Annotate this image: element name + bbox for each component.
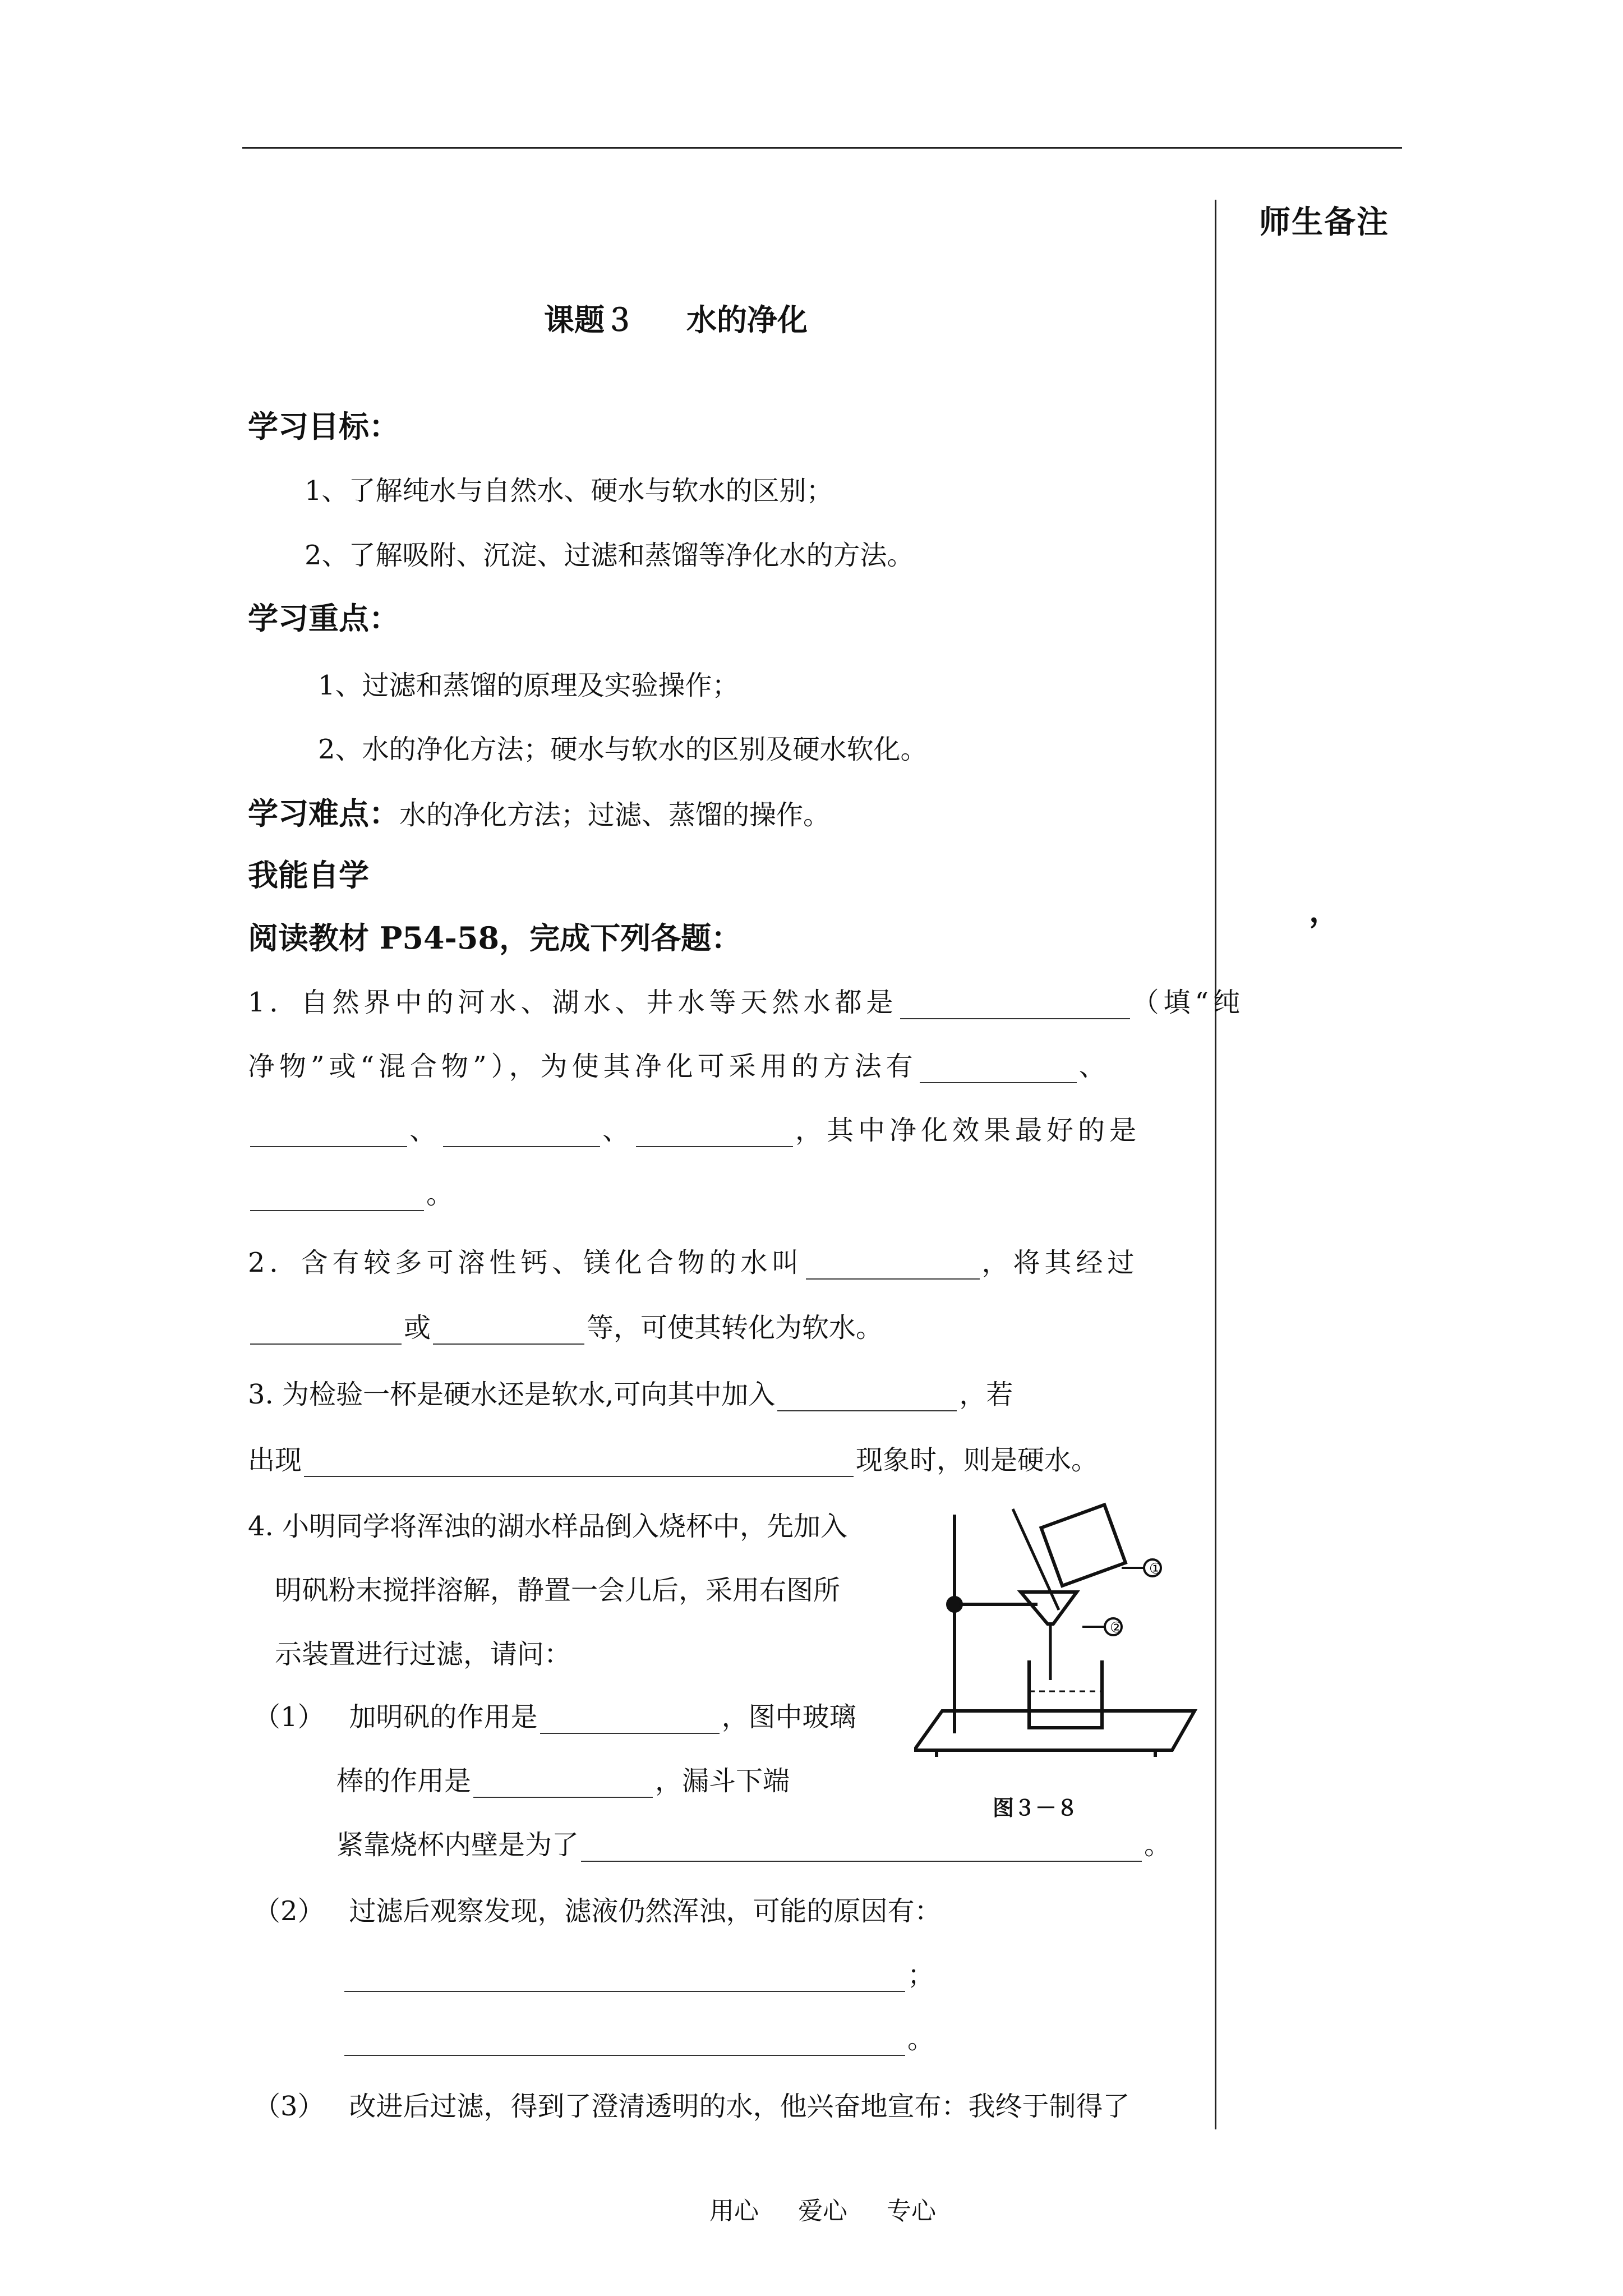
q4-p2-answer1 <box>342 1953 934 1992</box>
q3-text: 出现 <box>248 1444 302 1476</box>
q4-p1-line1 <box>253 1695 856 1734</box>
lesson-name: 水的净化 <box>686 302 808 338</box>
q4-p2-answer2 <box>342 2017 934 2056</box>
answer-blank[interactable] <box>636 1121 793 1147</box>
difficulty-text: 水的净化方法；过滤、蒸馏的操作。 <box>399 799 831 831</box>
lesson-number: 课题３ <box>544 302 635 338</box>
q1-line4 <box>248 1172 458 1211</box>
q4-text: 改进后过滤，得到了澄清透明的水，他兴奋地宣布：我终于制得了 <box>349 2091 1130 2122</box>
notes-column-divider <box>1215 200 1216 2129</box>
answer-blank[interactable] <box>250 1185 424 1211</box>
q3-line2 <box>248 1438 1098 1477</box>
q4-text: 。 <box>1144 1829 1172 1861</box>
q3-text: 现象时，则是硬水。 <box>856 1444 1099 1476</box>
q1-text: 。 <box>426 1179 458 1210</box>
filtration-apparatus-figure <box>914 1498 1206 1789</box>
key-points-heading: 学习重点： <box>248 600 399 636</box>
answer-blank[interactable] <box>344 2030 905 2056</box>
answer-blank[interactable] <box>900 993 1130 1019</box>
q3-text: 3. 为检验一杯是硬水还是软水,可向其中加入 <box>248 1379 776 1410</box>
footer-word: 爱心 <box>798 2197 847 2225</box>
q1-text: （填“纯 <box>1132 987 1245 1018</box>
q1-line3 <box>248 1108 1141 1147</box>
pouring-beaker <box>1041 1504 1126 1585</box>
objectives-heading: 学习目标： <box>248 408 399 444</box>
part-number: （3） <box>253 2091 325 2122</box>
q2-line1 <box>248 1241 1139 1280</box>
answer-blank[interactable] <box>540 1708 720 1734</box>
stray-mark: ， <box>1309 892 1340 930</box>
q4-p1-line2 <box>336 1759 790 1798</box>
q1-text: 净物”或“混合物”），为使其净化可采用的方法有 <box>248 1051 917 1082</box>
q1-text: ，其中净化效果最好的是 <box>795 1115 1141 1146</box>
q4-intro-line: 4. 小明同学将浑浊的湖水样品倒入烧杯中，先加入 <box>248 1511 848 1542</box>
answer-blank[interactable] <box>806 1254 980 1280</box>
q4-text: 紧靠烧杯内壁是为了 <box>336 1829 579 1861</box>
part-number: （2） <box>253 1895 325 1927</box>
figure-caption: 图３－８ <box>993 1796 1078 1820</box>
q4-p2-line1 <box>253 1889 942 1928</box>
q1-line1 <box>248 981 1244 1019</box>
answer-blank[interactable] <box>920 1057 1077 1083</box>
q2-text: ，将其经过 <box>981 1247 1139 1278</box>
q4-text: ，图中玻璃 <box>721 1701 856 1733</box>
objective-item: 2、了解吸附、沉淀、过滤和蒸馏等净化水的方法。 <box>305 540 914 571</box>
q2-text: 或 <box>404 1312 431 1343</box>
page-title <box>544 296 808 339</box>
q4-text: 过滤后观察发现，滤液仍然浑浊，可能的原因有： <box>349 1895 942 1927</box>
q1-text: 、 <box>602 1115 634 1146</box>
q4-intro-line: 明矾粉末搅拌溶解，静置一会儿后，采用右图所 <box>275 1575 841 1606</box>
q1-line2 <box>248 1045 1110 1083</box>
q2-text: 等，可使其转化为软水。 <box>587 1312 883 1343</box>
q1-text: 1．自然界中的河水、湖水、井水等天然水都是 <box>248 987 898 1018</box>
q4-intro-line: 示装置进行过滤，请问： <box>275 1639 571 1670</box>
objective-item: 1、了解纯水与自然水、硬水与软水的区别； <box>305 475 833 507</box>
label-2: ② <box>1110 1619 1123 1636</box>
q4-text: ，漏斗下端 <box>655 1765 790 1797</box>
answer-blank[interactable] <box>250 1121 407 1147</box>
header-rule <box>242 147 1402 149</box>
funnel <box>1021 1592 1077 1624</box>
self-study-heading: 我能自学 <box>248 857 369 893</box>
answer-blank[interactable] <box>581 1836 1142 1862</box>
q2-line2 <box>248 1306 883 1345</box>
q4-text: ； <box>907 1959 935 1991</box>
key-point-item: 1、过滤和蒸馏的原理及实验操作； <box>318 670 739 701</box>
key-point-item: 2、水的净化方法；硬水与软水的区别及硬水软化。 <box>318 734 928 765</box>
q4-p3-line1 <box>253 2085 1130 2123</box>
answer-blank[interactable] <box>443 1121 600 1147</box>
footer-word: 专心 <box>887 2197 936 2225</box>
notes-column-title: 师生备注 <box>1259 204 1389 241</box>
answer-blank[interactable] <box>777 1386 957 1411</box>
answer-blank[interactable] <box>304 1451 854 1477</box>
answer-blank[interactable] <box>433 1319 584 1345</box>
difficulty-line <box>248 790 830 833</box>
q1-text: 、 <box>1078 1051 1110 1082</box>
collecting-beaker <box>1029 1660 1102 1728</box>
label-1: ① <box>1149 1561 1163 1577</box>
q4-p1-line3 <box>336 1823 1171 1862</box>
self-study-instruction: 阅读教材 P54-58，完成下列各题： <box>248 920 742 956</box>
footer-slogan <box>709 2191 975 2226</box>
q3-text: ，若 <box>959 1379 1013 1410</box>
q4-text: 棒的作用是 <box>336 1765 472 1797</box>
footer-word: 用心 <box>709 2197 759 2225</box>
answer-blank[interactable] <box>250 1319 402 1345</box>
q3-line1 <box>248 1373 1013 1411</box>
part-number: （1） <box>253 1701 325 1733</box>
q4-text: 加明矾的作用是 <box>349 1701 538 1733</box>
answer-blank[interactable] <box>344 1966 905 1992</box>
answer-blank[interactable] <box>473 1772 653 1798</box>
q1-text: 、 <box>409 1115 441 1146</box>
q4-text: 。 <box>907 2023 935 2055</box>
q2-text: 2．含有较多可溶性钙、镁化合物的水叫 <box>248 1247 804 1278</box>
difficulty-heading: 学习难点： <box>248 795 399 831</box>
